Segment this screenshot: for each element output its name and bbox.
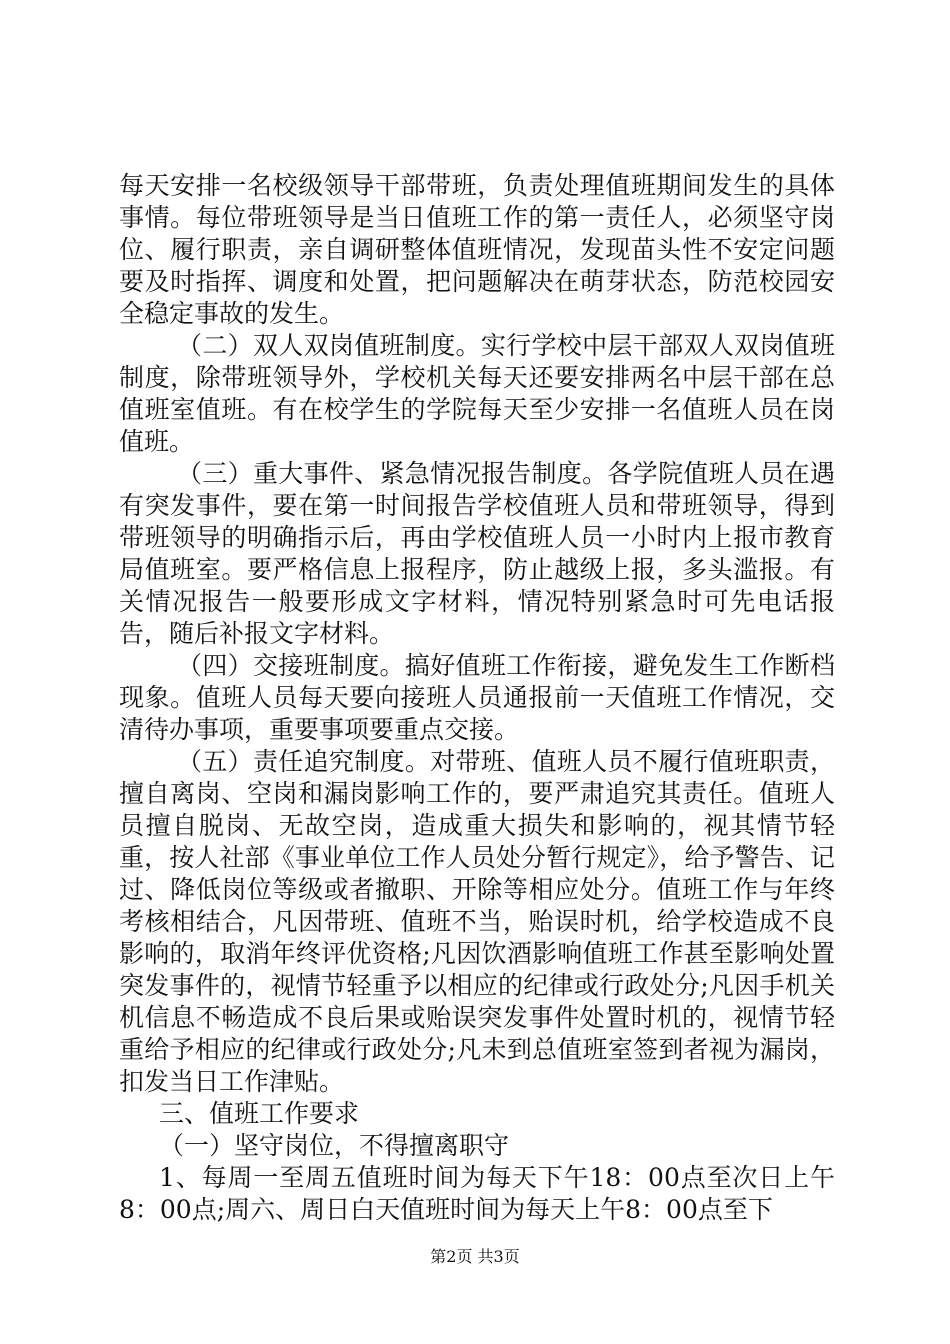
- subheading-stay-on-post: （一）坚守岗位，不得擅离职守: [159, 1131, 510, 1160]
- document-body: [119, 170, 835, 1226]
- paragraph-duty-hours: 1、每周一至周五值班时间为每天下午18：00点至次日上午8：00点;周六、周日白天值班时间为每天上午8：00点至下: [119, 1163, 835, 1224]
- paragraph-handover: （四）交接班制度。搞好值班工作衔接，避免发生工作断档现象。值班人员每天要向接班人员通报前一天值班工作情况，交清待办事项，重要事项要重点交接。: [119, 651, 835, 744]
- paragraph-accountability: （五）责任追究制度。对带班、值班人员不履行值班职责，擅自离岗、空岗和漏岗影响工作的，要严肃追究其责任。值班人员擅自脱岗、无故空岗，造成重大损失和影响的，视其情节轻重，按人社部《事业单位工作人员处分暂行规定》，给予警告、记过、降低岗位等级或者撤职、开除等相应处分。值班工作与年终考核相结合，凡因带班、值班不当，贻误时机，给学校造成不良影响的，取消年终评优资格;凡因饮酒影响值班工作甚至影响处置突发事件的，视情节轻重予以相应的纪律或行政处分;凡因手机关机信息不畅造成不良后果或贻误突发事件处置时机的，视情节轻重给予相应的纪律或行政处分;凡未到总值班室签到者视为漏岗，扣发当日工作津贴。: [119, 747, 835, 1096]
- paragraph-emergency-report: （三）重大事件、紧急情况报告制度。各学院值班人员在遇有突发事件，要在第一时间报告学校值班人员和带班领导，得到带班领导的明确指示后，再由学校值班人员一小时内上报市教育局值班室。要严格信息上报程序，防止越级上报，多头滥报。有关情况报告一般要形成文字材料，情况特别紧急时可先电话报告，随后补报文字材料。: [119, 459, 835, 648]
- paragraph-double-post: （二）双人双岗值班制度。实行学校中层干部双人双岗值班制度，除带班领导外，学校机关每天还要安排两名中层干部在总值班室值班。有在校学生的学院每天至少安排一名值班人员在岗值班。: [119, 331, 835, 456]
- paragraph-duty-leader: 每天安排一名校级领导干部带班，负责处理值班期间发生的具体事情。每位带班领导是当日值班工作的第一责任人，必须坚守岗位、履行职责，亲自调研整体值班情况，发现苗头性不安定问题要及时指挥、调度和处置，把问题解决在萌芽状态，防范校园安全稳定事故的发生。: [119, 171, 835, 328]
- page-footer: 第2页 共3页: [430, 1247, 520, 1266]
- section-heading-duty-requirements: 三、值班工作要求: [159, 1099, 360, 1128]
